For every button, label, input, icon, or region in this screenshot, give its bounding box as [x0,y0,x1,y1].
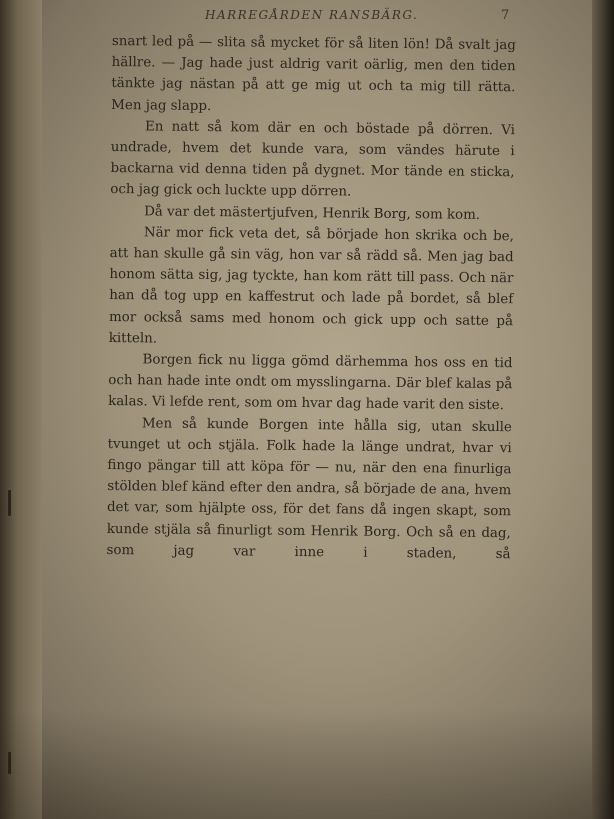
paragraph: Då var det mästertjufven, Henrik Borg, som kom. [144,203,481,223]
paragraph: Men så kunde Borgen inte hålla sig, utan skulle tvunget ut och stjäla. Folk hade la länge undrat, hvar vi fingo pängar till att köpa för — nu, när den ena finurliga stölden blef känd efter den andra, så började de ana, hvem det var, som hjälpte oss, för det fans då ingen skapt, som kunde stjäla så finurligt som Henrik Borg. Och så en dag, som jag var inne i staden, så [106,415,512,563]
page-number: 7 [501,8,511,23]
book-spine-shadow [0,0,42,819]
paragraph: snart led på — slita så mycket för så liten lön! Då svalt jag hällre. — Jag hade just aldrig varit oärlig, men den tiden tänkte jag nästan på att ge mig ut och ta mig till rätta. Men jag slapp. [111,33,516,114]
running-title: HARREGÅRDEN RANSBÄRG. [205,8,419,22]
paragraph: Borgen fick nu ligga gömd därhemma hos oss en tid och han hade inte ondt om mysslingarna. Där blef kalas på kalas. Vi lefde rent, som om hvar dag hade varit den siste. [108,352,513,414]
paragraph: En natt så kom där en och böstade på dörren. Vi undrade, hvem det kunde vara, som vändes härute i backarna vid denna tiden på dygnet. Mor tände en sticka, och jag gick och luckte upp dörren. [110,119,516,200]
paragraph: När mor fick veta det, så började hon skrika och be, att han skulle gå sin väg, hon var så rädd så. Men jag bad honom sätta sig, jag tyckte, han kom rätt till pass. Och när han då tog upp en kaffestrut och lade på bordet, så blef mor också sams med honom och gick upp och satte på kitteln. [108,225,514,347]
body-text [106,31,516,565]
bottom-shade [0,709,614,819]
ink-mark [8,490,11,516]
page-edge-shadow [592,0,614,819]
